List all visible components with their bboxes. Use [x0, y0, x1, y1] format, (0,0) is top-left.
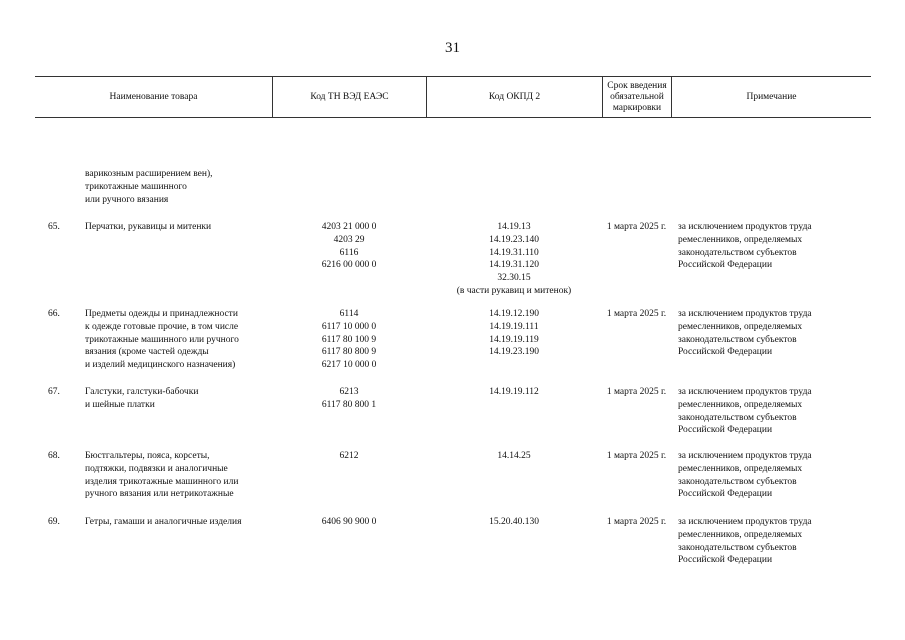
note-line: ремесленников, определяемых — [678, 529, 803, 540]
cell-date: 1 марта 2025 г. — [606, 387, 667, 397]
header-date-line: маркировки — [612, 102, 662, 113]
name-line: или ручного вязания — [85, 194, 169, 205]
okpd-code: 14.19.19.119 — [489, 334, 539, 345]
tn-ved-code: 4203 29 — [333, 234, 365, 245]
cell-tn-ved — [272, 308, 426, 372]
cell-note — [678, 308, 871, 359]
name-line: к одежде готовые прочие, в том числе — [85, 321, 239, 332]
cell-note — [678, 450, 871, 501]
note-line: Российской Федерации — [678, 347, 773, 358]
note-line: законодательством субъектов — [678, 334, 797, 345]
cell-name — [85, 221, 270, 234]
page-number: 31 — [445, 40, 460, 56]
cell-name — [85, 168, 270, 206]
cell-name — [85, 386, 270, 412]
header-date-line: Срок введения — [607, 80, 667, 91]
okpd-code: 15.20.40.130 — [489, 517, 539, 527]
okpd-code: 14.19.19.111 — [489, 321, 539, 332]
okpd-code: 14.19.13 — [497, 222, 531, 232]
tn-ved-code: 6117 80 800 1 — [321, 399, 377, 410]
cell-okpd — [426, 308, 602, 359]
cell-tn-ved — [272, 450, 426, 463]
name-line: и изделий медицинского назначения) — [85, 360, 236, 371]
name-line: изделия трикотажные машинного или — [85, 476, 239, 487]
cell-date: 1 марта 2025 г. — [606, 309, 667, 319]
okpd-code: 14.19.23.140 — [489, 234, 539, 245]
header-note: Примечание — [671, 77, 871, 117]
cell-name — [85, 308, 270, 372]
cell-okpd — [426, 516, 602, 529]
cell-okpd — [426, 386, 602, 399]
tn-ved-code: 6114 — [339, 309, 359, 319]
note-line: законодательством субъектов — [678, 542, 797, 553]
name-line: Гетры, гамаши и аналогичные изделия — [85, 517, 242, 527]
name-line: и шейные платки — [85, 399, 155, 410]
cell-okpd — [426, 221, 602, 298]
okpd-code: 14.19.31.120 — [489, 260, 539, 271]
name-line: варикозным расширением вен), — [85, 169, 213, 179]
cell-tn-ved — [272, 516, 426, 529]
cell-number: 67. — [48, 387, 60, 397]
note-line: ремесленников, определяемых — [678, 463, 803, 474]
cell-number: 68. — [48, 451, 60, 461]
note-line: за исключением продуктов труда — [678, 309, 812, 319]
tn-ved-code: 6216 00 000 0 — [321, 260, 377, 271]
note-line: Российской Федерации — [678, 425, 773, 436]
okpd-code: 32.30.15 — [497, 273, 531, 284]
note-line: ремесленников, определяемых — [678, 321, 803, 332]
note-line: Российской Федерации — [678, 489, 773, 500]
cell-note — [678, 516, 871, 567]
cell-tn-ved — [272, 221, 426, 272]
header-tn-ved: Код ТН ВЭД ЕАЭС — [272, 77, 426, 117]
okpd-code: 14.19.19.112 — [489, 387, 539, 397]
okpd-code: (в части рукавиц и митенок) — [456, 285, 572, 296]
cell-date: 1 марта 2025 г. — [606, 517, 667, 527]
tn-ved-code: 6406 90 900 0 — [321, 517, 377, 527]
cell-okpd — [426, 450, 602, 463]
note-line: ремесленников, определяемых — [678, 234, 803, 245]
okpd-code: 14.19.31.110 — [489, 247, 539, 258]
note-line: за исключением продуктов труда — [678, 222, 812, 232]
name-line: Бюстгальтеры, пояса, корсеты, — [85, 451, 210, 461]
cell-name — [85, 516, 270, 529]
cell-note — [678, 386, 871, 437]
note-line: законодательством субъектов — [678, 247, 797, 258]
name-line: ручного вязания или нетрикотажные — [85, 489, 234, 500]
marking-table — [35, 76, 871, 566]
cell-number: 66. — [48, 309, 60, 319]
tn-ved-code: 6213 — [339, 387, 359, 397]
name-line: трикотажные машинного — [85, 181, 187, 192]
note-line: за исключением продуктов труда — [678, 517, 812, 527]
tn-ved-code: 6212 — [339, 451, 359, 461]
cell-name — [85, 450, 270, 501]
header-date-line: обязательной — [610, 91, 664, 102]
note-line: Российской Федерации — [678, 555, 773, 566]
cell-date: 1 марта 2025 г. — [606, 451, 667, 461]
tn-ved-code: 4203 21 000 0 — [321, 222, 377, 232]
note-line: Российской Федерации — [678, 260, 773, 271]
tn-ved-code: 6117 80 800 9 — [321, 347, 377, 358]
okpd-code: 14.14.25 — [497, 451, 531, 461]
header-date — [602, 77, 671, 117]
tn-ved-code: 6117 80 100 9 — [321, 334, 377, 345]
tn-ved-code: 6217 10 000 0 — [321, 360, 377, 371]
note-line: за исключением продуктов труда — [678, 451, 812, 461]
okpd-code: 14.19.23.190 — [489, 347, 539, 358]
name-line: Галстуки, галстуки-бабочки — [85, 387, 199, 397]
header-okpd: Код ОКПД 2 — [426, 77, 602, 117]
note-line: за исключением продуктов труда — [678, 387, 812, 397]
cell-number: 65. — [48, 222, 60, 232]
tn-ved-code: 6117 10 000 0 — [321, 321, 377, 332]
name-line: трикотажные машинного или ручного — [85, 334, 239, 345]
name-line: Перчатки, рукавицы и митенки — [85, 222, 212, 232]
name-line: Предметы одежды и принадлежности — [85, 309, 238, 319]
cell-date: 1 марта 2025 г. — [606, 222, 667, 232]
note-line: ремесленников, определяемых — [678, 399, 803, 410]
header-name: Наименование товара — [109, 91, 198, 102]
name-line: подтяжки, подвязки и аналогичные — [85, 463, 228, 474]
cell-note — [678, 221, 871, 272]
note-line: законодательством субъектов — [678, 412, 797, 423]
cell-tn-ved — [272, 386, 426, 412]
name-line: вязания (кроме частей одежды — [85, 347, 209, 358]
okpd-code: 14.19.12.190 — [489, 309, 539, 319]
note-line: законодательством субъектов — [678, 476, 797, 487]
tn-ved-code: 6116 — [339, 247, 359, 258]
table-header — [35, 76, 871, 118]
cell-number: 69. — [48, 517, 60, 527]
